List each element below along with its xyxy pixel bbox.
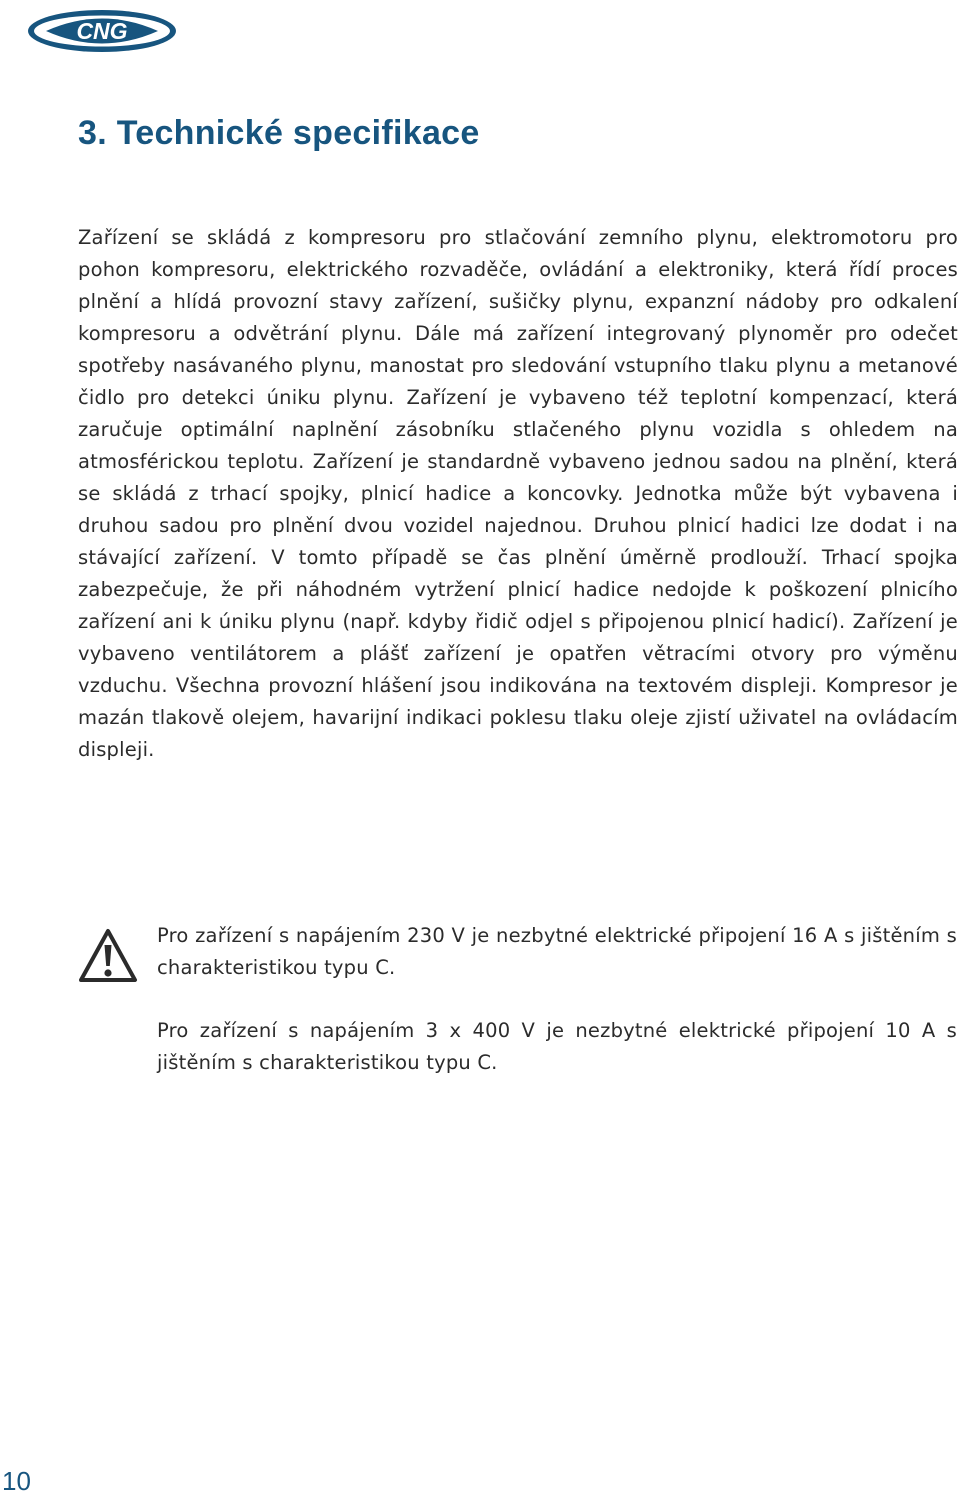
body-paragraph: Zařízení se skládá z kompresoru pro stlačování zemního plynu, elektromotoru pro pohon kompresoru, elektrického rozvaděče, ovládání a elektroniky, která řídí proces plnění a hlídá provozní stavy zařízení, sušičky plynu, expanzní nádoby pro odkalení kompresoru a odvětrání plynu. Dále má zařízení integrovaný plynoměr pro odečet spotřeby nasávaného plynu, manostat pro sledování vstupního tlaku plynu a metanové čidlo pro detekci úniku plynu. Zařízení je vybaveno též teplotní kompenzací, která zaručuje optimální naplnění zásobníku stlačeného plynu vozidla s ohledem na atmosférickou teplotu. Zařízení je standardně vybaveno jednou sadou na plnění, která se skládá z trhací spojky, plnicí hadice a koncovky. Jednotka může být vybavena i druhou sadou pro plnění dvou vozidel najednou. Druhou plnicí hadici lze dodat i na stávající zařízení. V tomto případě se čas plnění úměrně prodlouží. Trhací spojka zabezpečuje, že při náhodném vytržení plnicí hadice nedojde k poškození plnicího zařízení ani k úniku plynu (např. kdyby řidič odjel s připojenou plnicí hadicí). Zařízení je vybaveno ventilátorem a plášť zařízení je opatřen větracími otvory pro výměnu vzduchu. Všechna provozní hlášení jsou indikována na textovém displeji. Kompresor je mazán tlakově olejem, havarijní indikaci poklesu tlaku oleje zjistí uživatel na ovládacím displeji.	[78, 226, 958, 761]
cng-logo	[26, 8, 178, 54]
section-title: 3. Technické specifikace	[78, 114, 480, 152]
page-number: 10	[2, 1466, 31, 1496]
warning-triangle-icon	[78, 928, 138, 984]
power-note-400v: Pro zařízení s napájením 3 x 400 V je nezbytné elektrické připojení 10 A s jištěním s charakteristikou typu C.	[157, 1019, 957, 1074]
power-note-230v: Pro zařízení s napájením 230 V je nezbytné elektrické připojení 16 A s jištěním s charakteristikou typu C.	[157, 924, 957, 979]
logo-text: CNG	[76, 18, 128, 44]
